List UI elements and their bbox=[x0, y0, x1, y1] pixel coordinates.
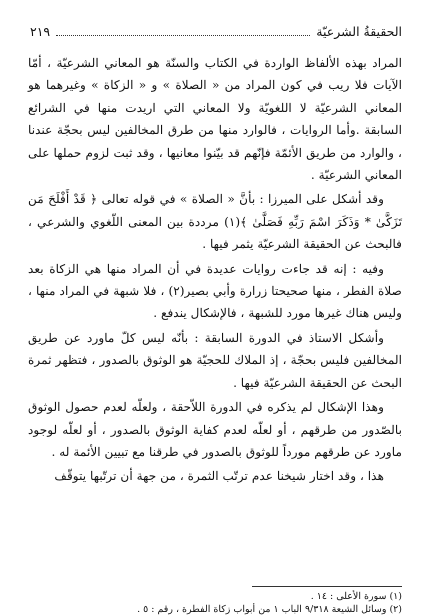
running-head-leader-dots bbox=[56, 35, 310, 36]
footnote: (٢) وسائل الشيعة ٩/٣١٨ الباب ١ من أبواب زكاة الفطرة ، رقم : ٥ . bbox=[137, 604, 402, 615]
page-number: ٢١٩ bbox=[30, 23, 51, 39]
paragraph: هذا ، وقد اختار شيخنا عدم ترتّب الثمرة ، من جهة أن ترتّبها يتوقّف bbox=[54, 469, 384, 484]
paragraph: وهذا الإشكال لم يذكره في الدورة اللاّحقة ، ولعلّه لعدم حصول الوثوق بالصّدور من طرقهم ، أو لعلّه لعدم كفاية الوثوق بالصدور ، أو لعلّه لوجود ماورد عن طرقهم مورداً للوثوق بالصدور في طرقنا مع تبيين الأئمة له . bbox=[28, 400, 402, 459]
paragraph: وقد أشكل على الميرزا : بأنَّ « الصلاة » في قوله تعالى ﴿ قَدْ أَفْلَحَ مَن تَزَكَّىٰ * وَذَكَرَ اسْمَ رَبِّهِ فَصَلَّىٰ ﴾(١) مرددة بين المعنى اللّغوي والشرعي ، فالبحث عن الحقيقة الشرعيّة يثمر فيها . bbox=[28, 192, 402, 252]
paragraph: وفيه : إنه قد جاءت روايات عديدة في أن المراد منها هي الزكاة بعد صلاة الفطر ، منها صحيحتا زرارة وأبي بصير(٢) ، فلا شبهة في المراد منها ، وليس هناك غيرها مورد للشبهة ، فالإشكال يندفع . bbox=[28, 261, 402, 321]
footnote-separator bbox=[252, 586, 402, 587]
running-head-title: الحقيقةُ الشرعيّة bbox=[316, 23, 402, 39]
footnotes bbox=[30, 590, 402, 616]
paragraph: المراد بهذه الألفاظ الواردة في الكتاب والسنّة هو المعاني الشرعيّة ، أمّا الآيات فلا ريب في كون المراد من « الصلاة » و « الزكاة » وغيرهما هو المعاني الشرعيّة لا اللغويّة ولا المعاني التي اريدت منها في الشرائع السابقة .وأما الروايات ، فالوارد منها من طرق المخالفين ليس بحجّة عندنا ، والوارد من طريق الأئمّة فإنّهم قد بيّنوا معانيها ، وقد ثبت لزوم حملها على المعاني الشرعيّة . bbox=[28, 56, 402, 183]
main-text bbox=[28, 52, 402, 490]
footnote: (١) سورة الأعلى : ١٤ . bbox=[310, 591, 402, 602]
running-head bbox=[30, 14, 402, 38]
paragraph: وأشكل الاستاذ في الدورة السابقة : بأنّه ليس كلّ ماورد عن طريق المخالفين فليس بحجّة ، إذ الملاك للحجيّة هو الوثوق بالصدور ، فتظهر ثمرة البحث عن الحقيقة الشرعيّة فيها . bbox=[28, 330, 402, 390]
